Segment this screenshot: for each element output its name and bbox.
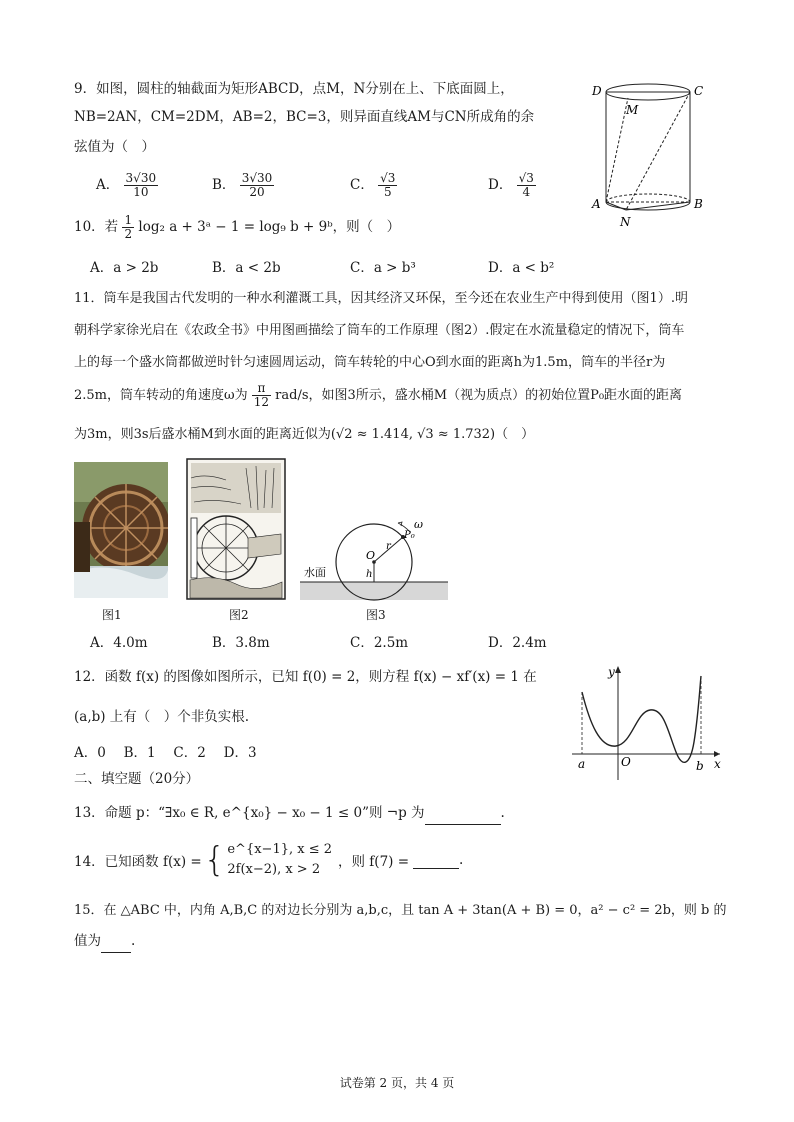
axis-y-label: y (608, 665, 615, 679)
q10-prefix: 10．若 (74, 219, 119, 235)
q10-option-d: D．a < b² (488, 260, 555, 276)
q12-line1: 12．函数 f(x) 的图像如图所示，已知 f(0) = 2，则方程 f(x) − xf′(x) = 1 在 (74, 669, 537, 685)
q12-line2: (a,b) 上有（ ）个非负实根. (74, 709, 250, 725)
q9-option-d (488, 172, 536, 199)
q12-options: A．0 B．1 C．2 D．3 (74, 745, 257, 761)
case-1: e^{x−1}, x ≤ 2 (227, 842, 333, 857)
option-fraction (378, 172, 397, 199)
q11-line4a: 2.5m，筒车转动的角速度ω为 (74, 388, 248, 403)
function-graph (572, 662, 728, 782)
case-2: 2f(x−2), x > 2 (227, 862, 321, 877)
label-a: A (592, 197, 601, 211)
option-fraction (124, 172, 159, 199)
label-b: B (694, 197, 703, 211)
option-label: A． (96, 177, 120, 193)
point-a-label: a (578, 757, 586, 771)
answer-blank[interactable] (101, 930, 131, 953)
q14 (74, 838, 463, 882)
option-label: C． (350, 177, 374, 193)
woodcut-illustration (186, 458, 286, 600)
denominator: 12 (253, 395, 270, 409)
piecewise-cases (227, 840, 332, 880)
radius-r-label: r (386, 541, 391, 552)
page-footer: 试卷第 2 页，共 4 页 (339, 1076, 455, 1090)
q14-suffix: ，则 f(7) = (338, 854, 410, 870)
q9-line2: NB=2AN，CM=2DM，AB=2，BC=3，则异面直线AM与CN所成角的余 (74, 109, 535, 125)
q11-line3: 上的每一个盛水筒都做逆时针匀速圆周运动，筒车转轮的中心O到水面的距离h为1.5m，筒车的半径r为 (74, 355, 666, 370)
waterwheel-diagram (300, 518, 450, 604)
omega-label: ω (414, 518, 423, 531)
option-fraction (240, 172, 275, 199)
q9-option-b (212, 172, 274, 199)
q10-option-a: A．a > 2b (90, 260, 159, 276)
label-d: D (592, 84, 602, 98)
answer-blank[interactable] (413, 852, 459, 869)
q15-text: 值为 (74, 933, 101, 949)
q10-option-c: C．a > b³ (350, 260, 416, 276)
q14-prefix: 14．已知函数 f(x) = (74, 854, 202, 870)
q13-end: . (500, 805, 505, 821)
numerator: 3√30 (125, 171, 157, 185)
section-heading: 二、填空题（20分） (74, 771, 200, 787)
denominator: 10 (133, 185, 149, 199)
denominator: 2 (124, 227, 133, 241)
numerator: 1 (124, 213, 133, 227)
caption-fig2: 图2 (229, 608, 249, 622)
q11-line1: 11．筒车是我国古代发明的一种水利灌溉工具，因其经济又环保，至今还在农业生产中得到使用（图1）.明 (74, 291, 688, 306)
caption-fig1: 图1 (102, 608, 122, 622)
axis-x-label: x (714, 757, 721, 771)
q10-stem (74, 214, 400, 241)
q13 (74, 802, 505, 825)
q15-line2 (74, 930, 135, 953)
q10-fraction (122, 214, 134, 241)
label-n: N (620, 215, 631, 229)
q11-option-d: D．2.4m (488, 635, 547, 651)
option-fraction (517, 172, 536, 199)
label-m: M (626, 103, 639, 117)
answer-blank[interactable] (425, 802, 501, 825)
numerator: √3 (518, 171, 534, 185)
label-c: C (694, 84, 704, 98)
cylinder-figure (588, 78, 708, 233)
numerator: √3 (380, 171, 396, 185)
q9-line1: 9．如图，圆柱的轴截面为矩形ABCD，点M，N分别在上、下底面圆上， (74, 81, 514, 97)
q14-end: . (459, 852, 464, 868)
numerator: π (252, 382, 271, 396)
q9-option-c (350, 172, 397, 199)
q13-text: 13．命题 p：“∃x₀ ∈ R, e^{x₀} − x₀ − 1 ≤ 0”则 ¬p 为 (74, 805, 425, 821)
denominator: 5 (383, 185, 392, 199)
q11-option-b: B．3.8m (212, 635, 270, 651)
q11-line5: 为3m，则3s后盛水桶M到水面的距离近似为(√2 ≈ 1.414, √3 ≈ 1.732)（ ） (74, 427, 535, 442)
numerator: 3√30 (241, 171, 273, 185)
q11-line4 (74, 382, 682, 409)
height-h-label: h (366, 569, 373, 580)
center-o-label: O (366, 549, 376, 562)
option-label: B． (212, 177, 236, 193)
q15-line1: 15．在 △ABC 中，内角 A,B,C 的对边长分别为 a,b,c，且 tan A + 3tan(A + B) = 0，a² − c² = 2b，则 b 的 (74, 903, 727, 918)
q11-line4b: rad/s，如图3所示，盛水桶M（视为质点）的初始位置P₀距水面的距离 (275, 388, 683, 403)
omega-fraction (252, 382, 271, 409)
q11-option-a: A．4.0m (90, 635, 148, 651)
q11-option-c: C．2.5m (350, 635, 409, 651)
denominator: 4 (522, 185, 531, 199)
waterwheel-photo (74, 462, 168, 598)
water-surface-label: 水面 (304, 566, 326, 579)
q10-option-b: B．a < 2b (212, 260, 281, 276)
origin-label: O (621, 755, 631, 769)
q15-end: . (131, 933, 136, 949)
caption-fig3: 图3 (366, 608, 386, 622)
p0-label: P₀ (404, 530, 415, 541)
point-b-label: b (696, 759, 704, 773)
q9-line3: 弦值为（ ） (74, 139, 155, 155)
option-label: D． (488, 177, 513, 193)
brace-icon: { (203, 840, 226, 880)
denominator: 20 (249, 185, 265, 199)
q9-option-a (96, 172, 158, 199)
q10-rest: log₂ a + 3ᵃ − 1 = log₉ b + 9ᵇ，则（ ） (138, 219, 401, 235)
q11-line2: 朝科学家徐光启在《农政全书》中用图画描绘了筒车的工作原理（图2）.假定在水流量稳定的情况下，筒车 (74, 323, 685, 338)
